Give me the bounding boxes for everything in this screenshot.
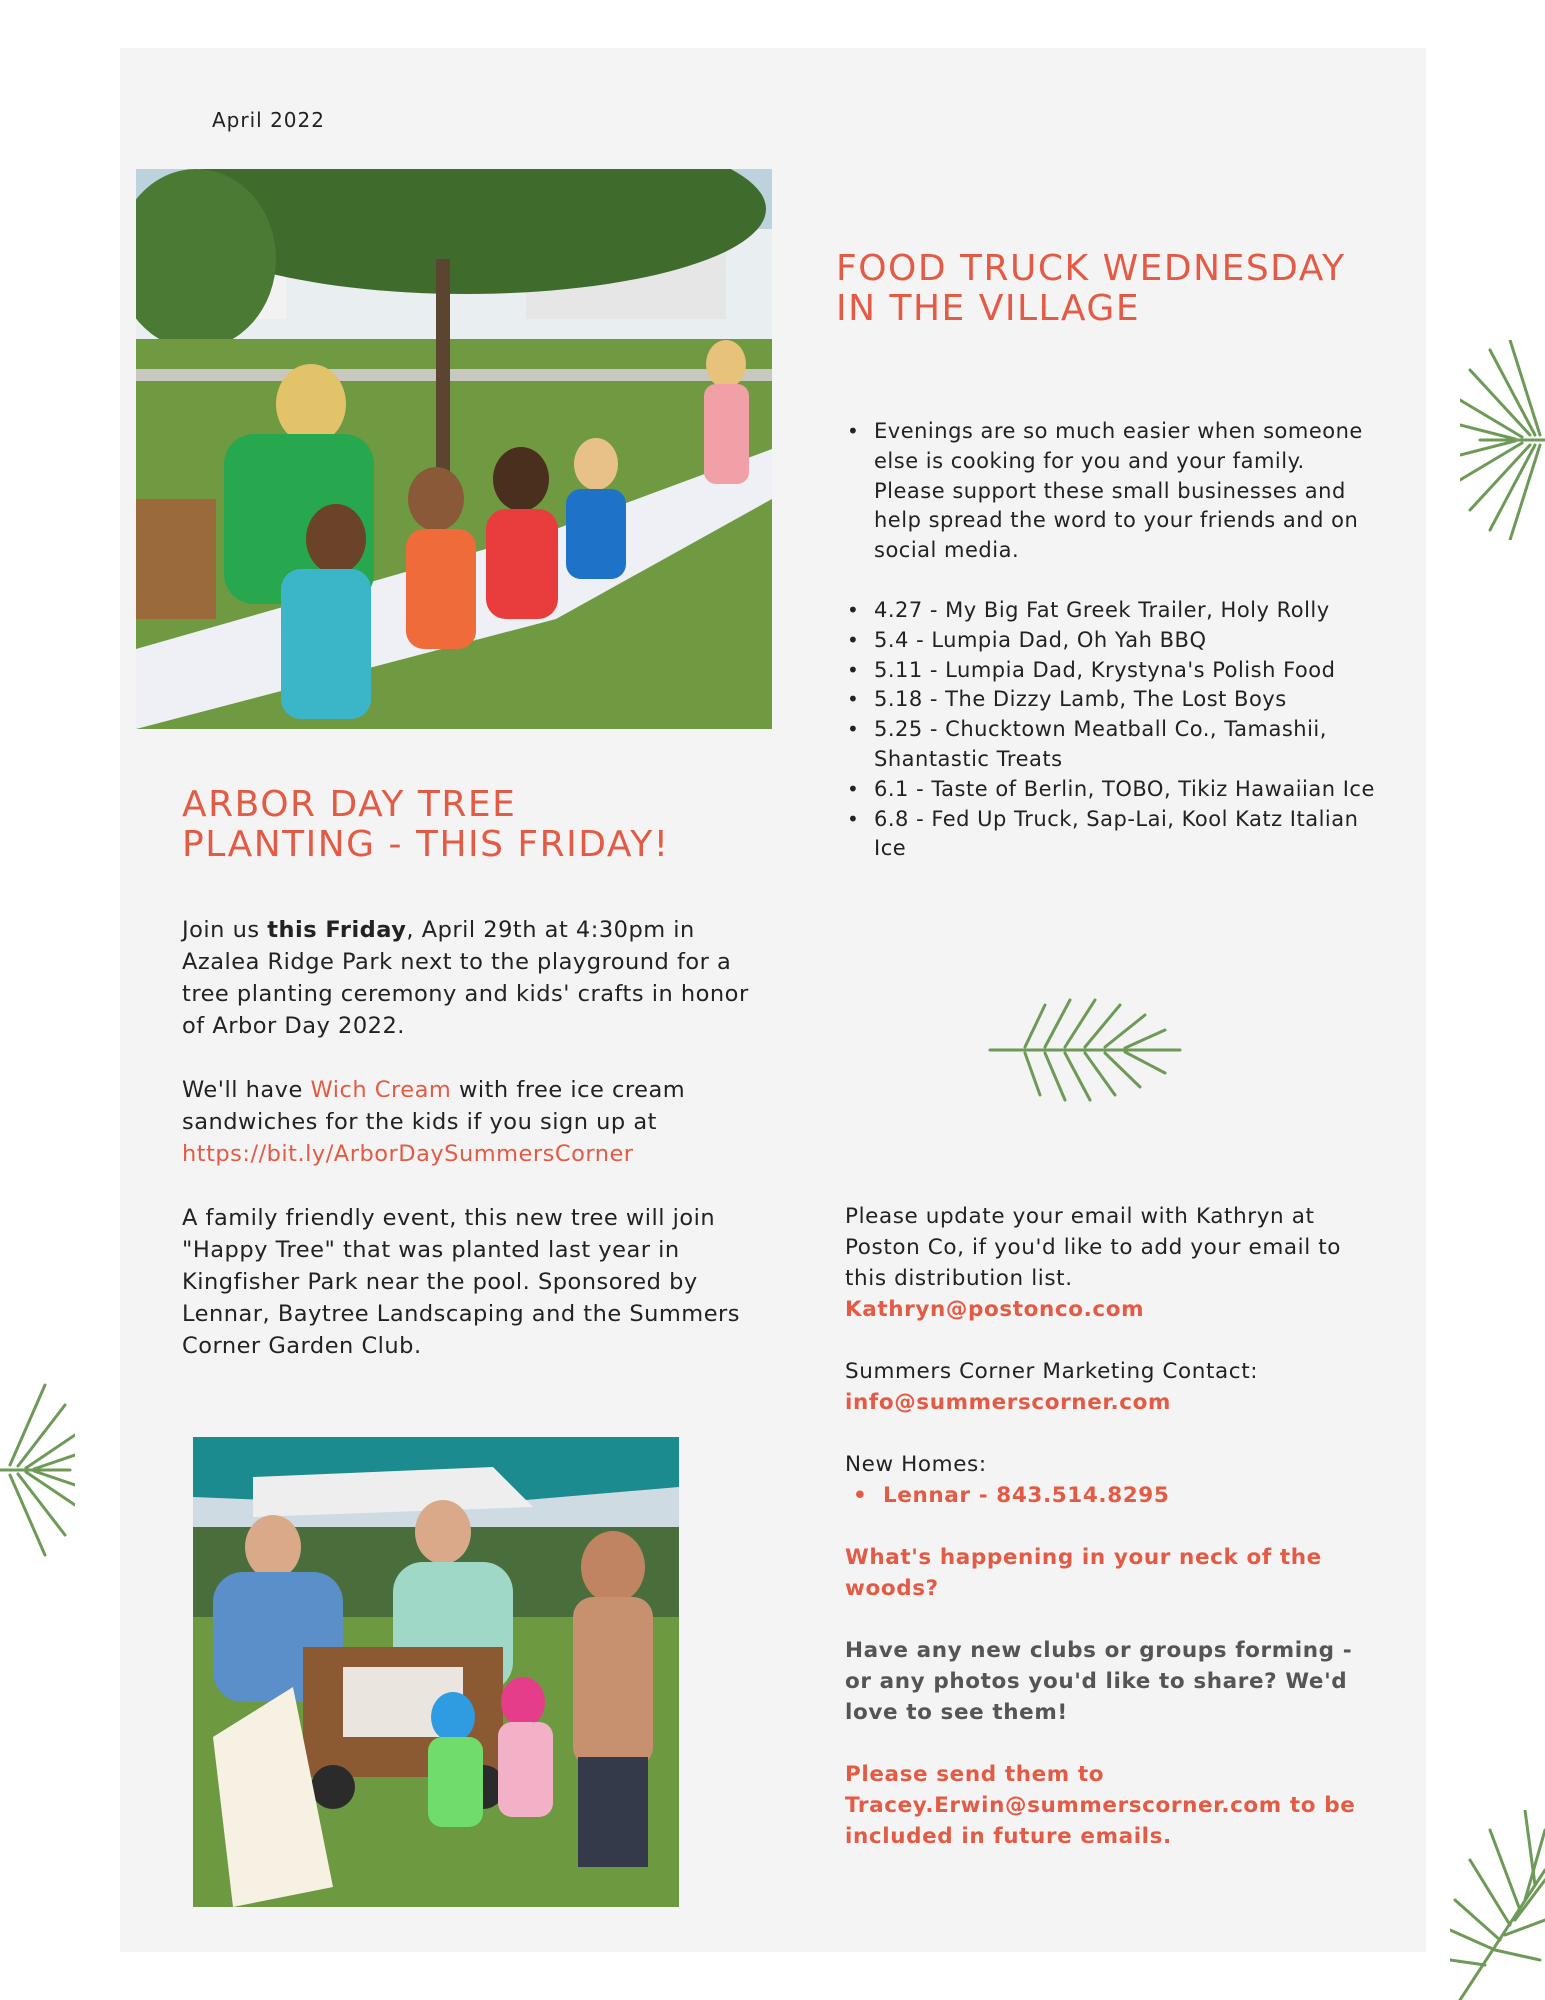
schedule-item: • 5.11 - Lumpia Dad, Krystyna's Polish Food (836, 656, 1376, 686)
schedule-item: • 5.4 - Lumpia Dad, Oh Yah BBQ (836, 626, 1376, 656)
arbor-day-paragraph-2: We'll have Wich Cream with free ice cream sandwiches for the kids if you sign up at https://bit.ly/ArborDaySummersCorner (182, 1077, 686, 1167)
schedule-item: • 5.25 - Chucktown Meatball Co., Tamashii, Shantastic Treats (836, 715, 1376, 775)
arbor-day-crafts-photo (136, 169, 772, 729)
new-homes-list (845, 1480, 1385, 1511)
palm-frond-icon (1450, 1810, 1545, 2000)
wich-cream-link[interactable]: Wich Cream (310, 1077, 452, 1103)
clubs-paragraph: Have any new clubs or groups forming - or any photos you'd like to share? We'd love to see them! (845, 1638, 1353, 1725)
this-friday-emphasis: this Friday (267, 917, 407, 943)
schedule-item: • 5.18 - The Dizzy Lamb, The Lost Boys (836, 685, 1376, 715)
kathryn-email-link[interactable]: Kathryn@postonco.com (845, 1297, 1145, 1322)
food-truck-intro: • Evenings are so much easier when someone else is cooking for you and your family. Please support these small businesses and help spread the word to your friends and on social media. (836, 417, 1376, 566)
palm-frond-icon (0, 1380, 75, 1560)
palm-frond-icon (985, 995, 1185, 1105)
arbor-day-paragraph-3: A family friendly event, this new tree will join "Happy Tree" that was planted last year in Kingfisher Park near the pool. Sponsored by Lennar, Baytree Landscaping and the Summers Corner Garden Club. (182, 1205, 741, 1359)
food-truck-title-line1: FOOD TRUCK WEDNESDAY (836, 248, 1346, 289)
email-update-paragraph: Please update your email with Kathryn at Poston Co, if you'd like to add your email to this distribution list. Kathryn@postonco.com (845, 1204, 1342, 1322)
new-homes-label: New Homes: (845, 1452, 987, 1477)
marketing-email-link[interactable]: info@summerscorner.com (845, 1390, 1172, 1415)
arbor-day-body (182, 914, 752, 1394)
palm-frond-icon (1460, 340, 1545, 540)
food-truck-title (836, 249, 1396, 329)
schedule-item: • 6.8 - Fed Up Truck, Sap-Lai, Kool Katz Italian Ice (836, 805, 1376, 865)
wich-cream-cart-photo (193, 1437, 679, 1907)
schedule-item: • 4.27 - My Big Fat Greek Trailer, Holy Rolly (836, 596, 1376, 626)
marketing-contact-paragraph: Summers Corner Marketing Contact: info@summerscorner.com (845, 1359, 1259, 1415)
signup-url-link[interactable]: https://bit.ly/ArborDaySummersCorner (182, 1141, 634, 1167)
arbor-day-title (182, 785, 742, 865)
issue-date: April 2022 (212, 108, 325, 132)
schedule-item: • 6.1 - Taste of Berlin, TOBO, Tikiz Hawaiian Ice (836, 775, 1376, 805)
arbor-day-title-line1: ARBOR DAY TREE (182, 784, 517, 825)
send-photos-paragraph: Please send them to Tracey.Erwin@summerscorner.com to be included in future emails. (845, 1762, 1356, 1849)
contact-section (845, 1201, 1385, 1883)
neighborhood-question: What's happening in your neck of the woods? (845, 1545, 1322, 1601)
food-truck-list (836, 417, 1376, 864)
food-truck-title-line2: IN THE VILLAGE (836, 288, 1141, 329)
arbor-day-title-line2: PLANTING - THIS FRIDAY! (182, 824, 670, 865)
lennar-phone[interactable]: • Lennar - 843.514.8295 (845, 1480, 1385, 1511)
arbor-day-paragraph-1: Join us this Friday, April 29th at 4:30pm in Azalea Ridge Park next to the playground for a tree planting ceremony and kids' crafts in honor of Arbor Day 2022. (182, 917, 749, 1039)
